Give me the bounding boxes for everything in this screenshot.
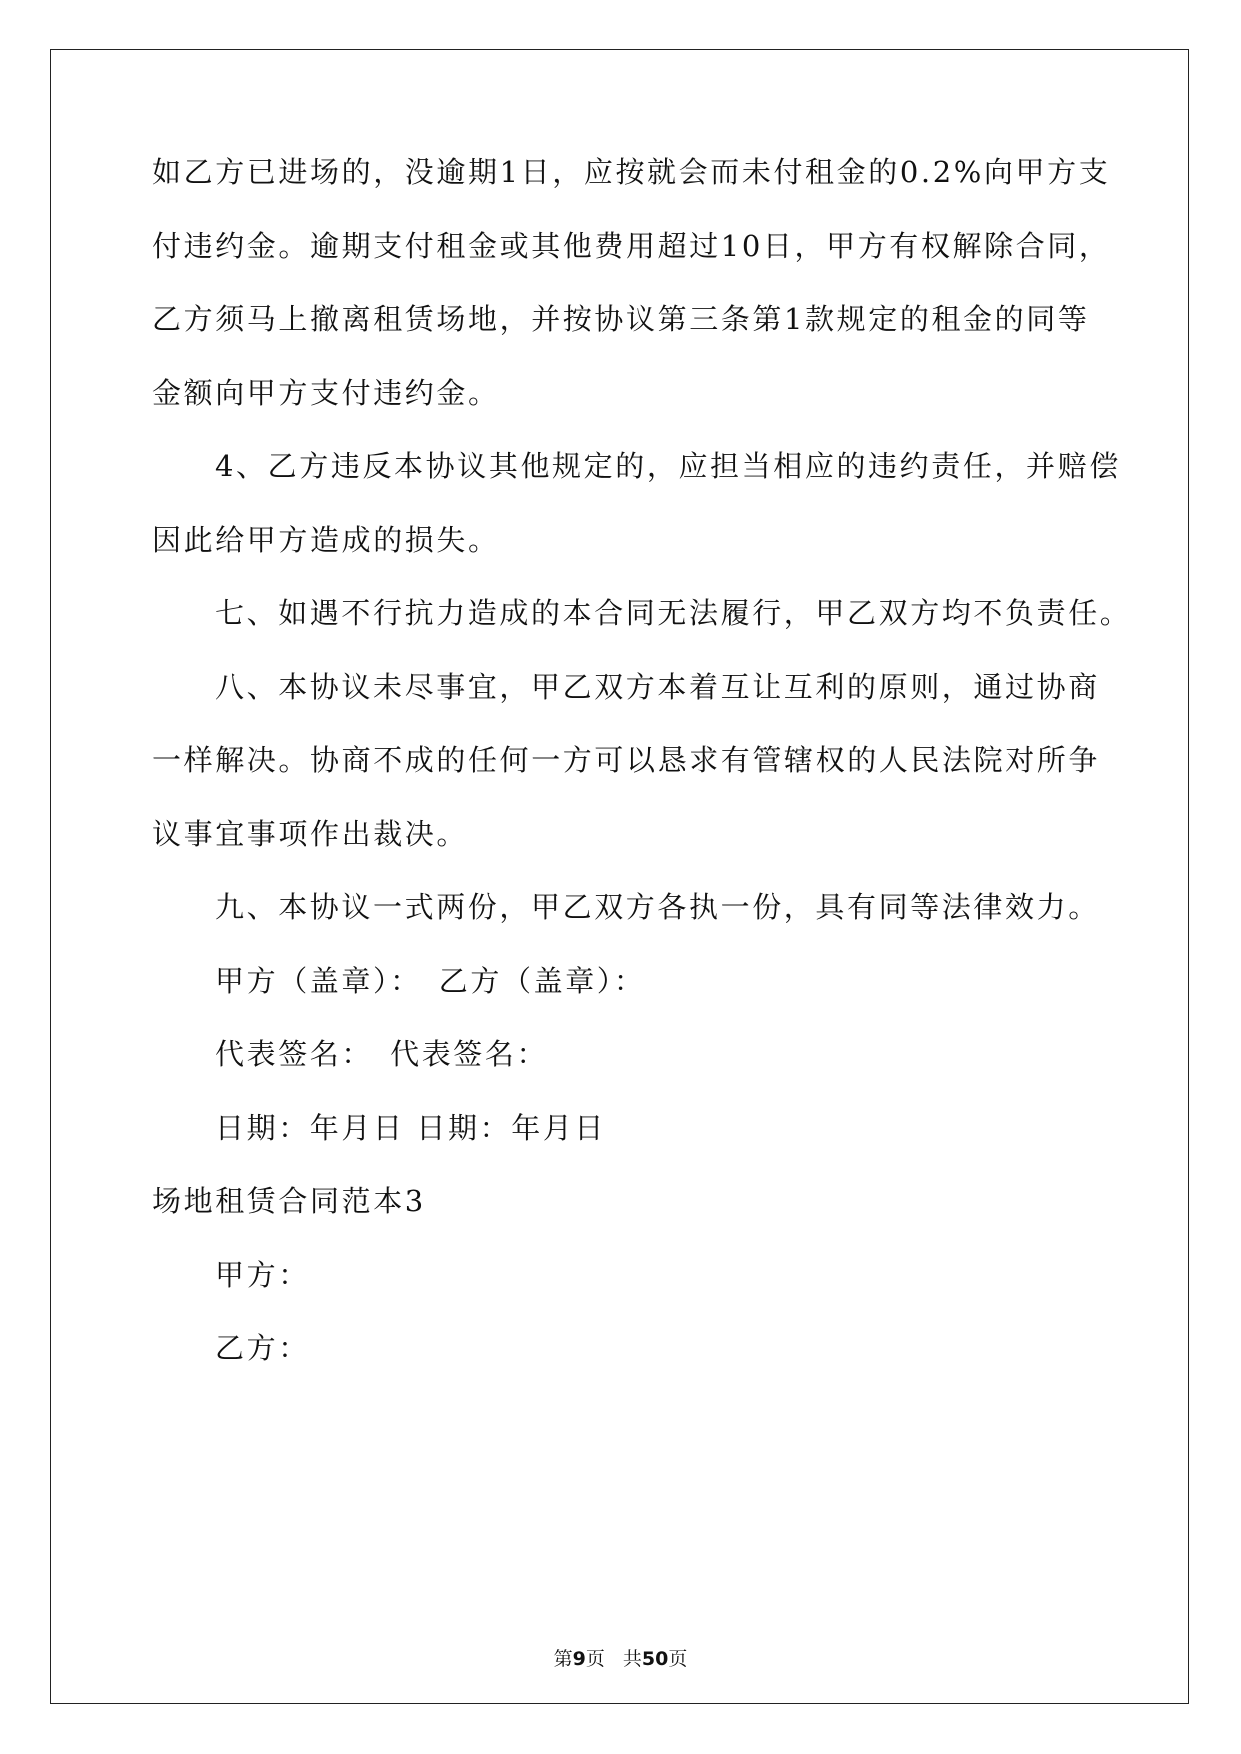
page-footer <box>0 1647 1241 1671</box>
footer-total-pages: 50 <box>641 1648 669 1670</box>
signature-line-seal: 甲方（盖章）： 乙方（盖章）： <box>215 964 646 998</box>
body-line-3: 乙方须马上撤离租赁场地，并按协议第三条第1款规定的租金的同等 <box>152 302 1090 336</box>
footer-total-prefix: 共 <box>622 1648 642 1670</box>
body-line-4: 金额向甲方支付违约金。 <box>152 376 500 410</box>
page-border <box>50 49 1189 1704</box>
body-line-11: 九、本协议一式两份，甲乙双方各执一份，具有同等法律效力。 <box>215 890 1100 924</box>
party-a-line: 甲方： <box>215 1258 310 1292</box>
section-title: 场地租赁合同范本3 <box>152 1184 426 1218</box>
signature-line-representative: 代表签名： 代表签名： <box>215 1037 549 1071</box>
footer-prefix: 第 <box>553 1648 573 1670</box>
footer-page-suffix: 页 <box>585 1648 605 1670</box>
body-line-8: 八、本协议未尽事宜，甲乙双方本着互让互利的原则，通过协商 <box>215 670 1100 704</box>
body-line-9: 一样解决。协商不成的任何一方可以恳求有管辖权的人民法院对所争 <box>152 743 1101 777</box>
footer-page-number: 9 <box>572 1648 586 1670</box>
body-line-1: 如乙方已进场的，没逾期1日，应按就会而未付租金的0.2%向甲方支 <box>152 155 1111 189</box>
body-line-6: 因此给甲方造成的损失。 <box>152 523 500 557</box>
body-line-7: 七、如遇不行抗力造成的本合同无法履行，甲乙双方均不负责任。 <box>215 596 1132 630</box>
body-line-2: 付违约金。逾期支付租金或其他费用超过10日，甲方有权解除合同， <box>152 229 1111 263</box>
body-line-10: 议事宜事项作出裁决。 <box>152 817 469 851</box>
footer-total-suffix: 页 <box>668 1648 688 1670</box>
party-b-line: 乙方： <box>215 1331 310 1365</box>
body-line-5: 4、乙方违反本协议其他规定的，应担当相应的违约责任，并赔偿 <box>215 449 1121 483</box>
signature-line-date: 日期：年月日 日期：年月日 <box>215 1111 607 1145</box>
